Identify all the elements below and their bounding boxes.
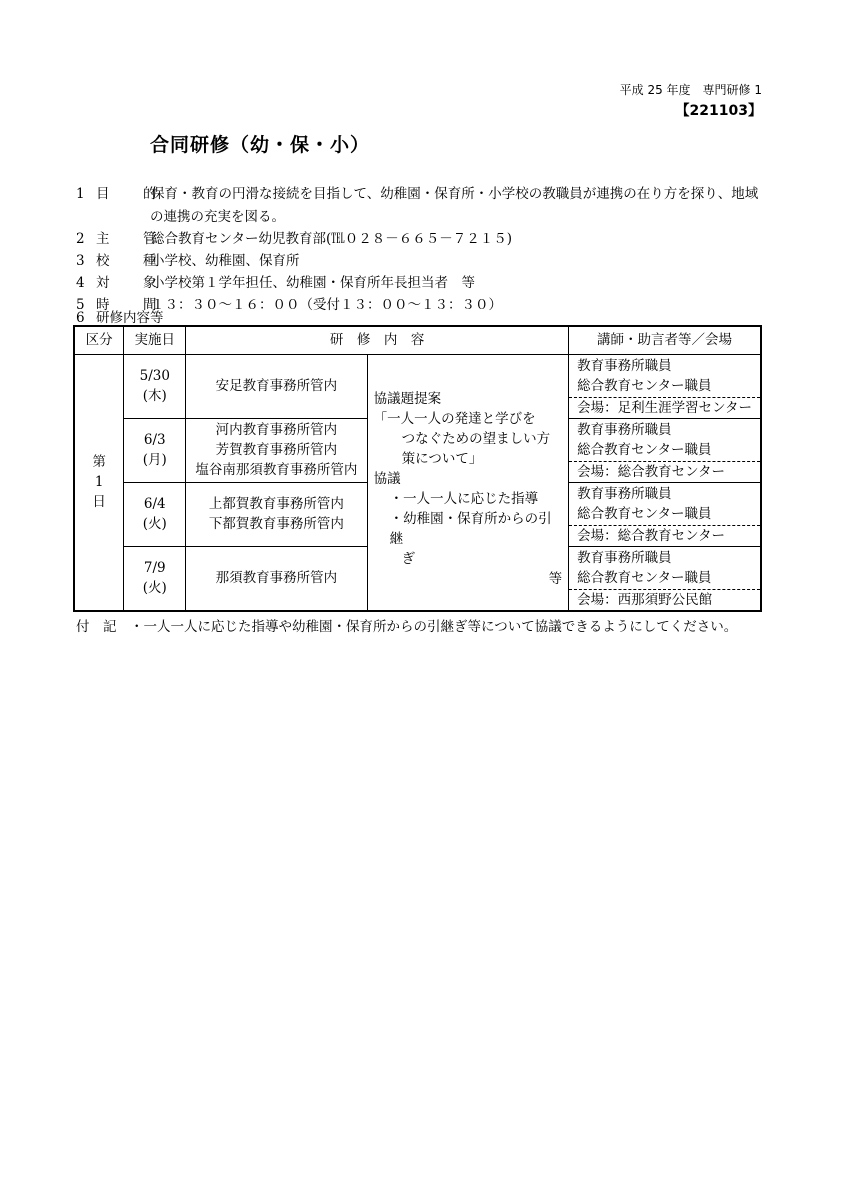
year-course-label: 平成 25 年度 専門研修 1 xyxy=(619,83,762,97)
date-cell xyxy=(124,418,186,482)
item-number: 6 xyxy=(76,310,85,326)
venue-cell: 会場：足利生涯学習センター xyxy=(569,397,761,418)
date-text: 6/4 xyxy=(143,496,166,513)
table-header-row xyxy=(74,326,761,354)
item-number: 2 xyxy=(76,231,85,247)
item-label: 研修内容等 xyxy=(96,310,164,326)
venue-cell: 会場：総合教育センター xyxy=(569,461,761,482)
date-text: 5/30 xyxy=(139,368,170,385)
area-text: 上都賀教育事務所管内 xyxy=(208,496,344,513)
venue-cell: 会場：西那須野公民館 xyxy=(569,589,761,611)
item-number: 1 xyxy=(76,186,85,202)
header-date: 実施日 xyxy=(124,326,186,354)
staff-cell xyxy=(569,482,761,525)
schedule-table xyxy=(73,325,762,612)
header-staff: 講師・助言者等／会場 xyxy=(569,326,761,354)
item-purpose xyxy=(76,182,758,202)
area-cell xyxy=(186,482,367,546)
division-text: 1 xyxy=(94,474,104,491)
staff-text: 総合教育センター職員 xyxy=(577,569,712,586)
content-line: ぎ xyxy=(401,550,416,567)
content-line: 「一人一人の発達と学びを xyxy=(373,410,536,427)
weekday-text: (月) xyxy=(142,452,167,469)
staff-text: 総合教育センター職員 xyxy=(577,377,712,394)
content-line: 協議題提案 xyxy=(373,390,442,407)
area-text: 安足教育事務所管内 xyxy=(215,378,338,395)
staff-cell xyxy=(569,546,761,589)
item-purpose-continued: の連携の充実を図る。 xyxy=(150,209,285,225)
item-text: 小学校、幼稚園、保育所 xyxy=(151,253,300,269)
course-code: 【221103】 xyxy=(675,103,762,119)
area-text: 下都賀教育事務所管内 xyxy=(208,516,344,533)
content-line: つなぐための望ましい方 xyxy=(401,430,551,447)
item-text: 保育・教育の円滑な接続を目指して、幼稚園・保育所・小学校の教職員が連携の在り方を探り、地域 xyxy=(151,186,759,202)
header-content: 研 修 内 容 xyxy=(186,326,569,354)
division-cell xyxy=(74,354,124,611)
weekday-text: (火) xyxy=(142,516,167,533)
staff-text: 教育事務所職員 xyxy=(577,357,672,374)
item-text: 総合教育センター幼児教育部(℡０２８－６６５－７２１５) xyxy=(151,231,512,247)
weekday-text: (火) xyxy=(142,580,167,597)
note xyxy=(76,615,737,635)
date-cell xyxy=(124,546,186,611)
item-organizer xyxy=(76,227,512,247)
content-line: 協議 xyxy=(373,470,401,487)
staff-text: 総合教育センター職員 xyxy=(577,441,712,458)
area-text: 河内教育事務所管内 xyxy=(215,422,338,439)
item-label: 時 間 xyxy=(96,297,167,313)
staff-text: 教育事務所職員 xyxy=(577,421,672,438)
area-text: 那須教育事務所管内 xyxy=(215,570,338,587)
item-target xyxy=(76,271,475,291)
staff-cell xyxy=(569,418,761,461)
table-row xyxy=(74,354,761,397)
note-text: ・一人一人に応じた指導や幼稚園・保育所からの引継ぎ等について協議できるようにしてください。 xyxy=(130,619,738,635)
item-school-type xyxy=(76,249,300,269)
page-title: 合同研修（幼・保・小） xyxy=(150,134,371,156)
item-label: 目 的 xyxy=(96,186,167,202)
item-label: 主 管 xyxy=(96,231,167,247)
area-text: 芳賀教育事務所管内 xyxy=(215,442,338,459)
item-number: 4 xyxy=(76,275,85,291)
content-line: ・幼稚園・保育所からの引継 xyxy=(389,510,552,547)
item-content-heading xyxy=(76,306,164,326)
content-line: 策について」 xyxy=(401,450,483,467)
content-cell xyxy=(367,354,568,611)
venue-cell: 会場：総合教育センター xyxy=(569,525,761,546)
date-cell xyxy=(124,354,186,418)
item-number: 5 xyxy=(76,297,85,313)
item-label: 対 象 xyxy=(96,275,167,291)
item-text: １３：３０～１６：００（受付１３：００～１３：３０） xyxy=(151,297,502,313)
division-text: 日 xyxy=(92,494,106,511)
date-text: 7/9 xyxy=(143,560,166,577)
area-text: 塩谷南那須教育事務所管内 xyxy=(195,462,358,479)
area-cell xyxy=(186,354,367,418)
note-label: 付 記 xyxy=(76,619,117,635)
staff-text: 総合教育センター職員 xyxy=(577,505,712,522)
item-text: 小学校第１学年担任、幼稚園・保育所年長担当者 等 xyxy=(151,275,475,291)
area-cell xyxy=(186,546,367,611)
date-cell xyxy=(124,482,186,546)
item-label: 校 種 xyxy=(96,253,167,269)
staff-cell xyxy=(569,354,761,397)
weekday-text: (木) xyxy=(142,388,167,405)
item-number: 3 xyxy=(76,253,85,269)
content-line: 等 xyxy=(548,570,563,587)
content-line: ・一人一人に応じた指導 xyxy=(389,490,539,507)
date-text: 6/3 xyxy=(143,432,166,449)
staff-text: 教育事務所職員 xyxy=(577,485,672,502)
staff-text: 教育事務所職員 xyxy=(577,549,672,566)
header-division: 区分 xyxy=(74,326,124,354)
area-cell xyxy=(186,418,367,482)
division-text: 第 xyxy=(92,454,106,471)
